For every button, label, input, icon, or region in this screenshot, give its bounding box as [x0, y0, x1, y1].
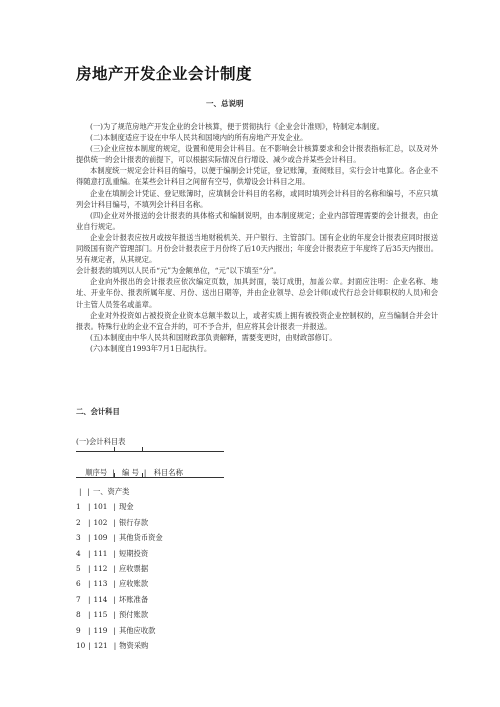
table-rule-tick — [114, 447, 115, 452]
paragraph: (四)企业对外报送的会计报表的具体格式和编制说明，由本制度规定；企业内部管理需要的会计报表，由企业自行规定。 — [76, 210, 438, 231]
row-seq: 1 — [76, 502, 81, 512]
column-separator: | — [88, 594, 91, 604]
table-row — [76, 623, 163, 638]
table-row — [76, 561, 163, 576]
paragraph: (一)为了规范房地产开发企业的会计核算，便于贯彻执行《企业会计准则》，特制定本制度。 — [90, 122, 384, 131]
row-seq: 4 — [76, 548, 81, 558]
column-separator: | — [113, 640, 117, 650]
row-seq: 9 — [76, 625, 81, 635]
paragraph: 本制度统一规定会计科目的编号，以便于编制会计凭证，登记账簿，查阅账目，实行会计电算化。各企业不得随意打乱重编。在某些会计科目之间留有空号，供增设会计科目之用。 — [76, 166, 438, 187]
row-name: 物资采购 — [119, 640, 149, 650]
column-separator: | — [88, 533, 91, 543]
column-separator: | — [113, 533, 116, 543]
column-header-code: 编 号 — [121, 468, 139, 477]
paragraph: 企业会计报表应按月或按年报送当地财税机关、开户银行、主管部门。国有企业的年度会计报表应同时报送同级国有资产管理部门。月份会计报表应于月份终了后10天内报出；年度会计报表应于年度终了后35天内报出。另有规定者，从其规定。 — [76, 232, 438, 265]
row-code: 114 — [93, 594, 108, 604]
table-row — [76, 638, 163, 653]
column-separator: | — [88, 579, 91, 589]
table-row — [76, 515, 163, 530]
row-seq: 8 — [76, 610, 81, 620]
table-header-row — [76, 459, 188, 487]
column-separator: | — [113, 502, 116, 512]
row-seq: 7 — [76, 594, 81, 604]
row-code: 111 — [93, 548, 108, 558]
row-name: 现金 — [118, 502, 134, 512]
table-row — [76, 530, 163, 545]
row-name: 应收账款 — [118, 579, 149, 589]
column-separator: | — [113, 548, 116, 558]
row-code: 113 — [93, 579, 108, 589]
column-separator: | — [113, 625, 116, 635]
row-name: 坏账准备 — [118, 594, 149, 604]
row-code: 119 — [93, 625, 108, 635]
document-title: 房地产开发企业会计制度 — [76, 65, 253, 83]
column-separator: | — [112, 468, 115, 477]
column-separator: | — [88, 640, 91, 650]
column-separator: | — [113, 563, 116, 573]
table-header-rule — [76, 477, 224, 478]
row-name: 应收票据 — [118, 563, 149, 573]
table-row — [76, 499, 163, 514]
general-description-body — [76, 121, 438, 354]
column-separator: | — [88, 502, 91, 512]
table-row — [76, 607, 163, 622]
paragraph: (五)本制度由中华人民共和国财政部负责解释，需要变更时，由财政部修订。 — [90, 332, 337, 342]
column-separator: | — [113, 579, 116, 589]
paragraph: 企业在填制会计凭证、登记账簿时，应填制会计科目的名称，或同时填列会计科目的名称和编号，不应只填列会计科目编号，不填列会计科目名称。 — [76, 188, 438, 209]
column-separator: | — [88, 548, 91, 558]
category-label: 一、资产类 — [92, 487, 130, 496]
paragraph: (三)企业应按本制度的规定，设置和使用会计科目。在不影响会计核算要求和会计报表指标汇总，以及对外提供统一的会计报表的前提下，可以根据实际情况自行增设、减少或合并某些会计科目。 — [76, 144, 438, 165]
column-separator: | — [143, 468, 147, 477]
row-code: 102 — [93, 517, 108, 527]
row-seq: 2 — [76, 517, 81, 527]
row-name: 其他应收款 — [118, 625, 156, 635]
column-header-seq: 顺序号 — [85, 468, 108, 477]
column-separator: | — [79, 487, 82, 496]
table-row — [76, 546, 163, 561]
row-code: 112 — [93, 563, 108, 573]
paragraph: 企业对外投资如占被投资企业资本总额半数以上，或者实质上拥有被投资企业控制权的，应当编制合并会计报表。特殊行业的企业不宜合并的，可不予合并，但应将其会计报表一并报送。 — [76, 310, 438, 331]
row-seq: 6 — [76, 579, 81, 589]
table-title: (一)会计科目表 — [76, 437, 126, 446]
table-row-category — [76, 484, 163, 499]
row-name: 银行存款 — [118, 517, 149, 527]
paragraph: (二)本制度适应于设在中华人民共和国境内的所有房地产开发企业。 — [90, 133, 308, 143]
row-name: 预付账款 — [118, 610, 149, 620]
row-code: 101 — [93, 502, 108, 512]
row-seq: 10 — [76, 640, 86, 650]
table-row — [76, 592, 163, 607]
row-code: 121 — [93, 640, 108, 650]
column-separator: | — [88, 610, 91, 620]
table-top-rule — [76, 451, 224, 452]
column-separator: | — [88, 517, 91, 527]
column-header-name: 科目名称 — [153, 468, 183, 477]
row-seq: 5 — [76, 563, 81, 573]
column-separator: | — [88, 625, 91, 635]
row-code: 109 — [93, 533, 108, 543]
paragraph: 企业向外报出的会计报表应依次编定页数，加具封面，装订成册，加盖公章。封面应注明：企业名称、地址、开业年份、报表所属年度、月份、送出日期等，并由企业领导、总会计师(或代行总会计师职权的人员)和会计主管人员签名或盖章。 — [76, 277, 438, 309]
paragraph: 会计报表的填列以人民币“元”为金额单位，“元”以下填至“分”。 — [76, 266, 281, 276]
table-rule-tick — [142, 447, 143, 452]
column-separator: | — [113, 594, 116, 604]
section-heading-general: 一、总说明 — [206, 99, 244, 108]
column-separator: | — [87, 487, 90, 496]
paragraph: (六)本制度自1993年7月1日起执行。 — [90, 343, 212, 353]
column-separator: | — [113, 610, 116, 620]
table-row — [76, 576, 163, 591]
account-table-body — [76, 484, 163, 653]
section-heading-accounts: 二、会计科目 — [76, 407, 120, 416]
table-rule-tick — [142, 473, 143, 478]
column-separator: | — [88, 563, 91, 573]
row-name: 短期投资 — [118, 548, 149, 558]
row-name: 其他货币资金 — [118, 533, 163, 543]
row-seq: 3 — [76, 533, 81, 543]
column-separator: | — [113, 517, 116, 527]
table-rule-tick — [114, 473, 115, 478]
row-code: 115 — [93, 610, 108, 620]
